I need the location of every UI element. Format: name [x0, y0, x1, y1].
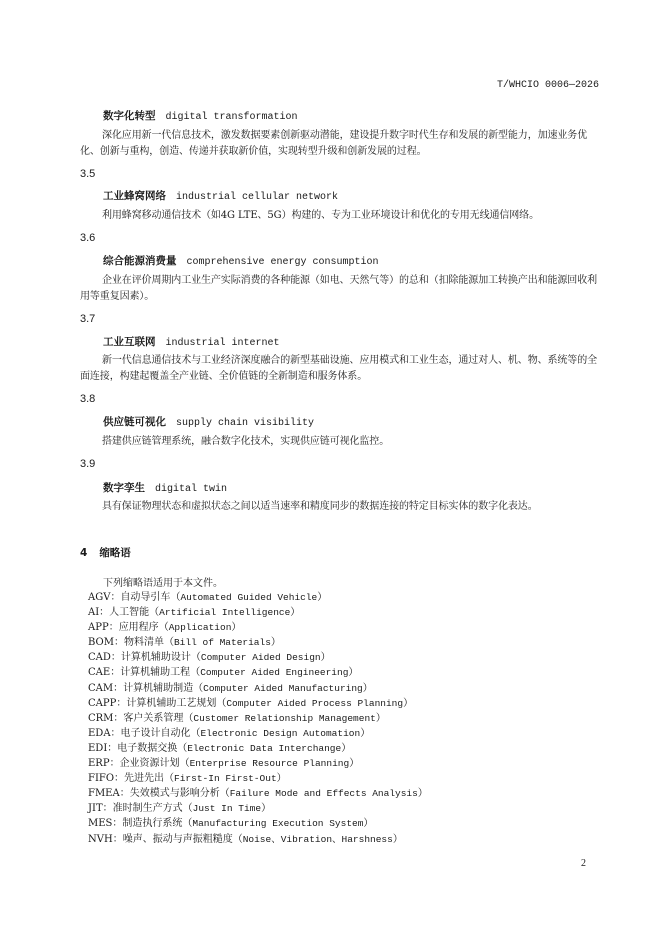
- abbreviation-zh: 制造执行系统: [122, 818, 183, 830]
- abbreviation-item: CAPP：计算机辅助工艺规划（Computer Aided Process Planning）: [88, 697, 414, 709]
- term-zh: 供应链可视化: [103, 416, 166, 428]
- clause-number: 3.7: [80, 313, 96, 325]
- term-heading: [103, 188, 338, 203]
- abbreviation-zh: 应用程序: [118, 622, 159, 634]
- abbreviation-code: CAPP: [88, 697, 117, 709]
- abbreviation-item: CRM：客户关系管理（Customer Relationship Management）: [88, 712, 386, 724]
- abbreviation-zh: 人工智能: [109, 607, 150, 619]
- abbreviation-item: FMEA：失效模式与影响分析（Failure Mode and Effects Analysis）: [88, 788, 428, 800]
- abbreviation-zh: 物料清单: [123, 637, 164, 649]
- abbreviation-en: Bill of Materials: [173, 637, 271, 649]
- abbreviation-zh: 计算机辅助工程: [120, 667, 191, 679]
- clause-number: 3.8: [80, 393, 96, 405]
- term-en: supply chain visibility: [176, 418, 315, 429]
- abbreviation-item: BOM：物料清单（Bill of Materials）: [88, 637, 281, 649]
- abbreviation-item: EDI：电子数据交换（Electronic Data Interchange）: [88, 742, 352, 754]
- abbreviation-code: FIFO: [88, 773, 115, 785]
- section-heading: [80, 545, 131, 560]
- abbreviation-en: Failure Mode and Effects Analysis: [229, 788, 418, 800]
- abbreviation-zh: 失效模式与影响分析: [129, 788, 220, 800]
- abbreviation-en: Just In Time: [192, 803, 262, 815]
- abbreviation-item: EDA：电子设计自动化（Electronic Design Automation）: [88, 727, 371, 739]
- section-intro: 下列缩略语适用于本文件。: [103, 578, 223, 589]
- section-title: 缩略语: [99, 547, 131, 559]
- abbreviation-en: First-In First-Out: [174, 773, 277, 785]
- abbreviation-zh: 准时制生产方式: [112, 803, 183, 815]
- abbreviation-code: EDA: [88, 727, 111, 739]
- abbreviation-en: Automated Guided Vehicle: [180, 592, 318, 603]
- clause-number: 3.9: [80, 458, 96, 470]
- term-en: comprehensive energy consumption: [186, 257, 379, 268]
- abbreviation-code: FMEA: [88, 788, 120, 800]
- abbreviation-item: FIFO：先进先出（First-In First-Out）: [88, 773, 287, 785]
- term-zh: 工业互联网: [103, 336, 156, 348]
- abbreviation-item: JIT：准时制生产方式（Just In Time）: [88, 803, 272, 815]
- term-zh: 综合能源消费量: [103, 255, 177, 267]
- abbreviation-en: Electronic Design Automation: [200, 727, 361, 739]
- abbreviation-item: AI：人工智能（Artificial Intelligence）: [88, 607, 301, 619]
- abbreviation-en: Enterprise Resource Planning: [189, 758, 350, 770]
- term-heading: [103, 108, 298, 123]
- term-en: digital twin: [155, 484, 228, 495]
- abbreviation-item: APP：应用程序（Application）: [88, 622, 242, 634]
- term-en: industrial cellular network: [176, 192, 339, 203]
- abbreviation-code: EDI: [88, 742, 108, 754]
- abbreviation-code: APP: [88, 622, 109, 634]
- abbreviation-en: Computer Aided Process Planning: [226, 697, 404, 709]
- abbreviation-code: JIT: [88, 803, 103, 815]
- abbreviation-code: CAM: [88, 682, 114, 694]
- term-definition: 利用蜂窝移动通信技术（如4G LTE、5G）构建的、专为工业环境设计和优化的专用无线通信网络。: [102, 210, 539, 221]
- abbreviation-en: Customer Relationship Management: [193, 712, 376, 724]
- term-heading: [103, 414, 314, 429]
- abbreviation-zh: 客户关系管理: [123, 712, 184, 724]
- abbreviation-list: [88, 590, 608, 847]
- term-en: industrial internet: [165, 338, 280, 349]
- abbreviation-item: AGV：自动导引车（Automated Guided Vehicle）: [88, 592, 328, 603]
- clause-number: 3.5: [80, 168, 96, 180]
- abbreviation-zh: 电子数据交换: [117, 742, 178, 754]
- abbreviation-item: ERP：企业资源计划（Enterprise Resource Planning）: [88, 758, 360, 770]
- term-zh: 数字化转型: [103, 110, 156, 122]
- abbreviation-zh: 计算机辅助工艺规划: [126, 697, 217, 709]
- abbreviation-code: AI: [88, 607, 100, 619]
- abbreviation-zh: 计算机辅助制造: [123, 682, 194, 694]
- section-number: 4: [80, 547, 88, 559]
- term-zh: 工业蜂窝网络: [103, 190, 166, 202]
- abbreviation-en: Computer Aided Manufacturing: [203, 682, 363, 694]
- document-code-header: T/WHCIO 0006—2026: [496, 80, 599, 91]
- abbreviation-item: CAD：计算机辅助设计（Computer Aided Design）: [88, 652, 331, 664]
- clause-number: 3.6: [80, 232, 96, 244]
- abbreviation-en: Electronic Data Interchange: [187, 742, 342, 754]
- abbreviation-en: Computer Aided Engineering: [200, 667, 349, 679]
- abbreviation-code: BOM: [88, 637, 114, 649]
- abbreviation-code: CRM: [88, 712, 114, 724]
- term-definition: 新一代信息通信技术与工业经济深度融合的新型基础设施、应用模式和工业生态，通过对人、机、物、系统等的全面连接，构建起覆盖全产业链、全价值链的全新制造和服务体系。: [80, 355, 597, 382]
- abbreviation-zh: 电子设计自动化: [120, 727, 191, 739]
- term-definition: 企业在评价周期内工业生产实际消费的各种能源（如电、天然气等）的总和（扣除能源加工转换产出和能源回收利用等重复因素）。: [80, 275, 597, 302]
- page-number: 2: [581, 858, 586, 869]
- abbreviation-code: NVH: [88, 833, 113, 845]
- abbreviation-zh: 先进先出: [124, 773, 165, 785]
- abbreviation-code: AGV: [88, 592, 111, 603]
- abbreviation-zh: 自动导引车: [120, 592, 171, 603]
- term-definition: 搭建供应链管理系统，融合数字化技术，实现供应链可视化监控。: [102, 436, 390, 447]
- term-definition: 具有保证物理状态和虚拟状态之间以适当速率和精度同步的数据连接的特定目标实体的数字化表达。: [102, 501, 538, 512]
- term-zh: 数字孪生: [103, 482, 145, 494]
- abbreviation-en: Noise、Vibration、Harshness: [242, 833, 393, 845]
- term-heading: [103, 480, 227, 495]
- abbreviation-en: Manufacturing Execution System: [192, 818, 364, 830]
- abbreviation-en: Application: [168, 622, 232, 634]
- abbreviation-en: Computer Aided Design: [200, 652, 321, 664]
- abbreviation-item: CAM：计算机辅助制造（Computer Aided Manufacturing）: [88, 682, 373, 694]
- abbreviation-code: MES: [88, 818, 113, 830]
- abbreviation-en: Artificial Intelligence: [159, 607, 291, 619]
- abbreviation-zh: 计算机辅助设计: [120, 652, 191, 664]
- term-heading: [103, 334, 280, 349]
- abbreviation-item: NVH：噪声、振动与声振粗糙度（Noise、Vibration、Harshness）: [88, 833, 403, 845]
- term-en: digital transformation: [165, 112, 298, 123]
- term-definition: 深化应用新一代信息技术，激发数据要素创新驱动潜能，建设提升数字时代生存和发展的新型能力，加速业务优化、创新与重构，创造、传递并获取新价值，实现转型升级和创新发展的过程。: [80, 130, 588, 157]
- abbreviation-zh: 企业资源计划: [119, 758, 180, 770]
- abbreviation-code: ERP: [88, 758, 110, 770]
- abbreviation-code: CAD: [88, 652, 111, 664]
- abbreviation-item: MES：制造执行系统（Manufacturing Execution System）: [88, 818, 374, 830]
- abbreviation-item: CAE：计算机辅助工程（Computer Aided Engineering）: [88, 667, 359, 679]
- term-heading: [103, 253, 379, 268]
- abbreviation-zh: 噪声、振动与声振粗糙度: [122, 833, 233, 845]
- abbreviation-code: CAE: [88, 667, 111, 679]
